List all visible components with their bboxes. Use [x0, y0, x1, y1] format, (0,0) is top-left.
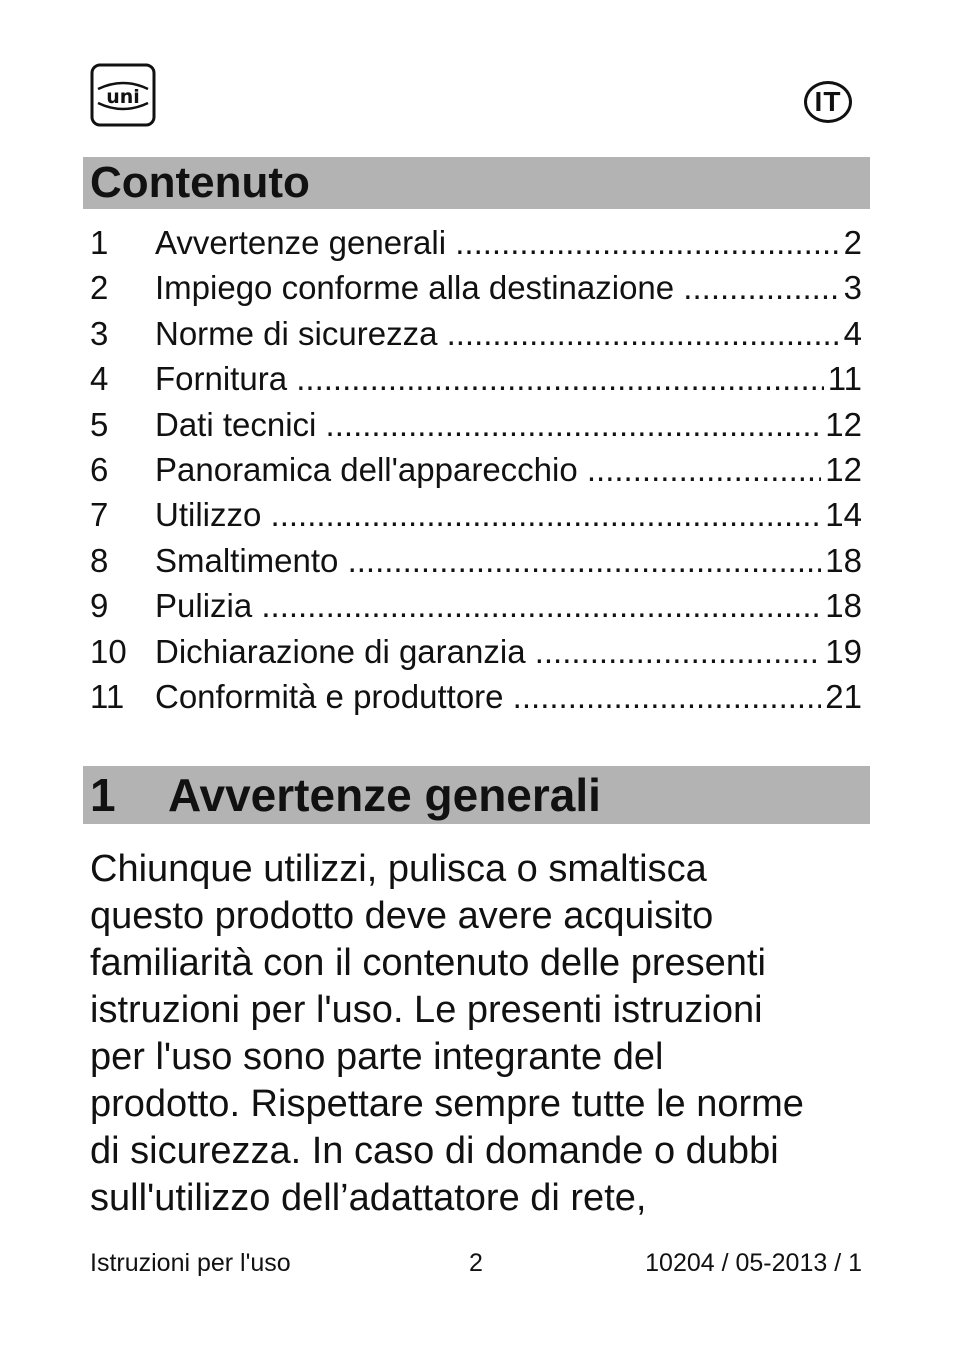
contents-heading [83, 157, 870, 209]
toc-entry-page: 19 [825, 632, 862, 670]
body-line: questo prodotto deve avere acquisito [90, 895, 714, 937]
footer-doc-title: Istruzioni per l'uso [90, 1249, 291, 1277]
toc-entry-title: Pulizia ..... [155, 583, 821, 628]
toc-entry[interactable] [90, 492, 862, 537]
toc-entry-number: 5 [90, 405, 109, 443]
toc-entry-page: 21 [825, 677, 862, 715]
toc-entry-number: 7 [90, 496, 109, 534]
contents-heading-text: Contenuto [90, 158, 310, 207]
toc-entry-number: 1 [90, 224, 109, 261]
toc-entry-number: 2 [90, 269, 109, 307]
body-line: sull'utilizzo dell’adattatore di rete, [90, 1177, 647, 1219]
body-line: familiarità con il contenuto delle presenti [90, 942, 766, 984]
toc-entry[interactable] [90, 220, 862, 265]
toc-entry-title: Utilizzo ..... [155, 492, 821, 537]
toc-entry-page: 2 [843, 224, 862, 261]
toc-entry-page: 11 [827, 360, 862, 398]
toc-entry[interactable] [90, 583, 862, 628]
toc-entry-title: Panoramica dell'apparecchio ..... [155, 447, 821, 492]
body-line: prodotto. Rispettare sempre tutte le norme [90, 1083, 804, 1125]
body-line: istruzioni per l'uso. Le presenti istruzioni [90, 989, 763, 1031]
section-body [90, 846, 880, 1222]
toc-entry-number: 9 [90, 587, 109, 625]
toc-entry-title: Conformità e produttore ..... [155, 674, 821, 719]
toc-entry-title: Norme di sicurezza ..... [155, 311, 840, 356]
body-line: per l'uso sono parte integrante del [90, 1036, 664, 1078]
toc-entry-number: 4 [90, 360, 109, 398]
page-footer [90, 1248, 862, 1278]
footer-doc-id: 10204 / 05-2013 / 1 [645, 1249, 862, 1277]
toc-entry-page: 3 [843, 269, 862, 307]
toc-entry-title: Dichiarazione di garanzia ..... [155, 629, 821, 674]
toc-entry-title: Dati tecnici ..... [155, 402, 821, 447]
section-heading [83, 766, 870, 824]
table-of-contents [90, 220, 862, 719]
toc-entry-page: 12 [825, 405, 862, 443]
section-title: Avvertenze generali [168, 769, 601, 821]
toc-entry-title: Avvertenze generali ..... [155, 220, 840, 265]
toc-entry[interactable] [90, 311, 862, 356]
toc-entry-title: Fornitura ..... [155, 356, 824, 401]
toc-entry[interactable] [90, 629, 862, 674]
toc-entry[interactable] [90, 356, 862, 401]
toc-entry-page: 18 [825, 541, 862, 579]
toc-entry[interactable] [90, 674, 862, 719]
toc-entry-title: Smaltimento ..... [155, 538, 821, 583]
toc-entry[interactable] [90, 447, 862, 492]
toc-entry-number: 8 [90, 541, 109, 579]
toc-entry-number: 10 [90, 632, 127, 670]
toc-entry-page: 18 [825, 587, 862, 625]
toc-entry-number: 6 [90, 450, 109, 488]
section-number: 1 [90, 769, 116, 821]
toc-entry-page: 14 [825, 496, 862, 534]
toc-entry-number: 11 [90, 677, 125, 715]
toc-entry[interactable] [90, 265, 862, 310]
body-line: di sicurezza. In caso di domande o dubbi [90, 1130, 779, 1172]
uni-logo-icon [90, 63, 156, 127]
toc-entry-title: Impiego conforme alla destinazione ..... [155, 265, 840, 310]
toc-entry-page: 4 [843, 314, 862, 352]
language-badge-label: IT [814, 86, 842, 117]
toc-entry[interactable] [90, 538, 862, 583]
body-line: Chiunque utilizzi, pulisca o smaltisca [90, 848, 707, 890]
language-badge [804, 81, 852, 123]
logo-text: uni [106, 86, 140, 108]
toc-entry[interactable] [90, 402, 862, 447]
toc-entry-number: 3 [90, 314, 109, 352]
footer-page-number: 2 [469, 1249, 483, 1277]
toc-entry-page: 12 [825, 450, 862, 488]
